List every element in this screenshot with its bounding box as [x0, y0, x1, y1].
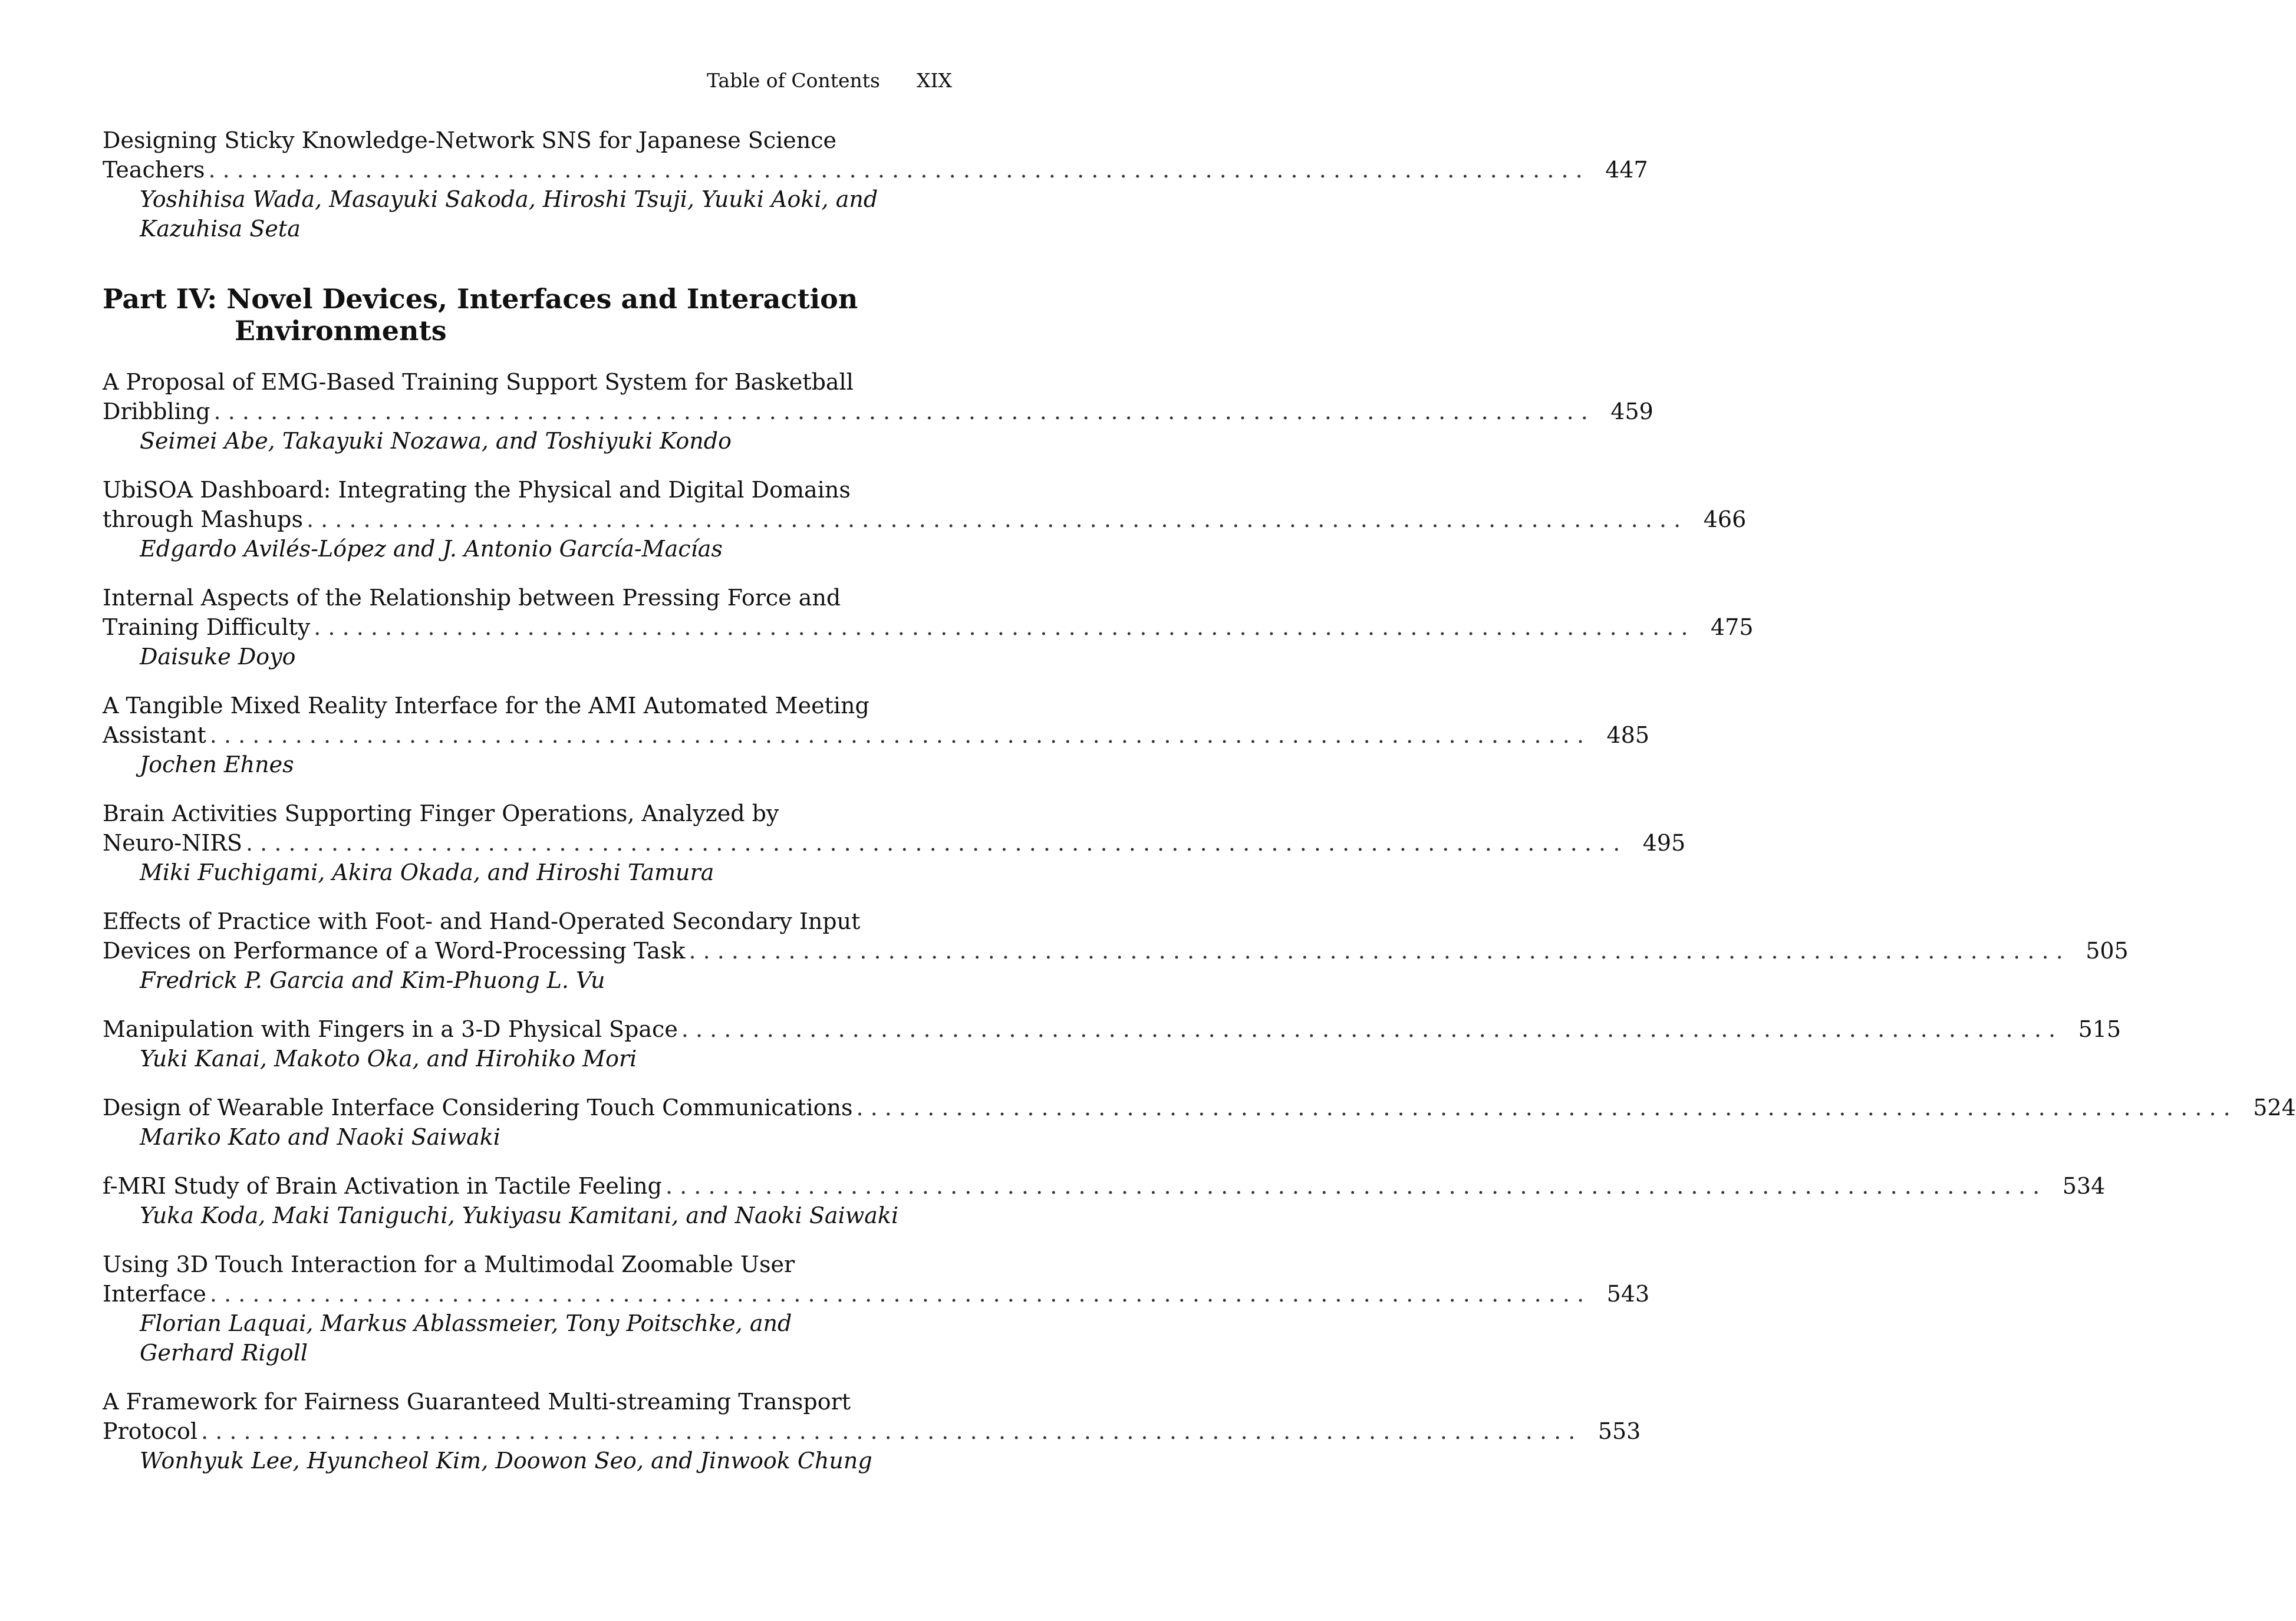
- toc-entry[interactable]: [103, 691, 1650, 779]
- entry-title-line: Effects of Practice with Foot- and Hand-Operated Secondary Input: [103, 908, 861, 934]
- entry-title-line: Interface: [103, 1281, 206, 1307]
- leader-dots: . . . . . . . . . . . . . . . . . . . . . . . . . . . . . . . . . . . . . . . . . . . . . . . . . . . . . . . . . . . . . . . . . . . . . . . . . . . . . . . . . . . . . . . . . . . . . . . . .: [209, 722, 1585, 748]
- entry-title-line: A Tangible Mixed Reality Interface for the AMI Automated Meeting: [103, 693, 869, 719]
- toc-entry[interactable]: [103, 907, 2129, 995]
- page-number: 515: [2078, 1016, 2122, 1042]
- entry-title-line: Assistant: [103, 722, 206, 748]
- toc-entry[interactable]: [103, 799, 1686, 887]
- toc-entry[interactable]: [103, 583, 1754, 671]
- toc-entry[interactable]: [103, 1093, 2296, 1152]
- entry-authors: Edgardo Avilés-López and J. Antonio García-Macías: [140, 536, 723, 562]
- entry-title-line: Training Difficulty: [103, 614, 311, 640]
- page-number: 447: [1605, 157, 1648, 183]
- entry-authors: Seimei Abe, Takayuki Nozawa, and Toshiyuki Kondo: [140, 428, 732, 454]
- leader-dots: . . . . . . . . . . . . . . . . . . . . . . . . . . . . . . . . . . . . . . . . . . . . . . . . . . . . . . . . . . . . . . . . . . . . . . . . . . . . . . . . . . . . . . . . . . . . . . . . .: [246, 830, 1620, 856]
- page-number: 505: [2086, 938, 2129, 964]
- entry-authors: Gerhard Rigoll: [140, 1340, 308, 1366]
- entry-authors: Yoshihisa Wada, Masayuki Sakoda, Hiroshi Tsuji, Yuuki Aoki, and: [140, 186, 878, 212]
- page-number: 553: [1597, 1418, 1641, 1444]
- entry-title-line: Design of Wearable Interface Considering Touch Communications: [103, 1095, 853, 1121]
- entry-title-line: Protocol: [103, 1418, 198, 1444]
- entry-authors: Kazuhisa Seta: [140, 216, 301, 242]
- leader-dots: . . . . . . . . . . . . . . . . . . . . . . . . . . . . . . . . . . . . . . . . . . . . . . . . . . . . . . . . . . . . . . . . . . . . . . . . . . . . . . . . . . . . . . . . . . . . . . . . .: [209, 1281, 1585, 1307]
- part-heading: [103, 283, 953, 347]
- page-number: 543: [1606, 1281, 1650, 1307]
- leader-dots: . . . . . . . . . . . . . . . . . . . . . . . . . . . . . . . . . . . . . . . . . . . . . . . . . . . . . . . . . . . . . . . . . . . . . . . . . . . . . . . . . . . . . . . . . . . . . . . . .: [681, 1016, 2056, 1042]
- entry-title-line: through Mashups: [103, 506, 303, 532]
- leader-dots: . . . . . . . . . . . . . . . . . . . . . . . . . . . . . . . . . . . . . . . . . . . . . . . . . . . . . . . . . . . . . . . . . . . . . . . . . . . . . . . . . . . . . . . . . . . . . . . . .: [213, 398, 1588, 424]
- entry-title-line: A Framework for Fairness Guaranteed Multi-streaming Transport: [103, 1389, 851, 1415]
- entry-title-line: A Proposal of EMG-Based Training Support System for Basketball: [103, 369, 854, 395]
- page-number: 534: [2062, 1173, 2106, 1199]
- entry-authors: Fredrick P. Garcia and Kim-Phuong L. Vu: [140, 967, 605, 993]
- entry-authors: Jochen Ehnes: [140, 752, 294, 777]
- leader-dots: . . . . . . . . . . . . . . . . . . . . . . . . . . . . . . . . . . . . . . . . . . . . . . . . . . . . . . . . . . . . . . . . . . . . . . . . . . . . . . . . . . . . . . . . . . . . . . . . .: [665, 1173, 2040, 1199]
- entry-title-line: Using 3D Touch Interaction for a Multimodal Zoomable User: [103, 1251, 795, 1277]
- entry-title-line: Neuro-NIRS: [103, 830, 242, 856]
- leader-dots: . . . . . . . . . . . . . . . . . . . . . . . . . . . . . . . . . . . . . . . . . . . . . . . . . . . . . . . . . . . . . . . . . . . . . . . . . . . . . . . . . . . . . . . . . . . . . . . . .: [306, 506, 1681, 532]
- leader-dots: . . . . . . . . . . . . . . . . . . . . . . . . . . . . . . . . . . . . . . . . . . . . . . . . . . . . . . . . . . . . . . . . . . . . . . . . . . . . . . . . . . . . . . . . . . . . . . . . .: [314, 614, 1688, 640]
- toc-entry[interactable]: [103, 126, 1648, 243]
- running-head-title: Table of Contents: [706, 69, 880, 92]
- page-number: 495: [1642, 830, 1686, 856]
- entry-title-line: UbiSOA Dashboard: Integrating the Physical and Digital Domains: [103, 477, 851, 503]
- entry-title-line: Dribbling: [103, 398, 210, 424]
- entry-title-line: Manipulation with Fingers in a 3-D Physical Space: [103, 1016, 678, 1042]
- toc-entry[interactable]: [103, 475, 1747, 564]
- entry-authors: Miki Fuchigami, Akira Okada, and Hiroshi Tamura: [140, 859, 714, 885]
- entry-title-line: Internal Aspects of the Relationship between Pressing Force and: [103, 585, 841, 611]
- entry-title-line: Teachers: [103, 157, 205, 183]
- page-number: 459: [1610, 398, 1653, 424]
- entry-title-line: Devices on Performance of a Word-Processing Task: [103, 938, 686, 964]
- page-number: 475: [1711, 614, 1754, 640]
- running-head: [589, 66, 952, 95]
- entry-authors: Wonhyuk Lee, Hyuncheol Kim, Doowon Seo, and Jinwook Chung: [140, 1448, 872, 1474]
- toc-entry[interactable]: [103, 1171, 2106, 1230]
- leader-dots: . . . . . . . . . . . . . . . . . . . . . . . . . . . . . . . . . . . . . . . . . . . . . . . . . . . . . . . . . . . . . . . . . . . . . . . . . . . . . . . . . . . . . . . . . . . . . . . . .: [856, 1095, 2231, 1121]
- part-heading-line: Part IV: Novel Devices, Interfaces and Interaction: [103, 283, 858, 315]
- leader-dots: . . . . . . . . . . . . . . . . . . . . . . . . . . . . . . . . . . . . . . . . . . . . . . . . . . . . . . . . . . . . . . . . . . . . . . . . . . . . . . . . . . . . . . . . . . . . . . . . .: [689, 938, 2063, 964]
- entry-title-line: Designing Sticky Knowledge-Network SNS for Japanese Science: [103, 127, 837, 153]
- entry-title-line: f-MRI Study of Brain Activation in Tactile Feeling: [103, 1173, 662, 1199]
- toc-entry[interactable]: [103, 1014, 2122, 1073]
- running-head-page: XIX: [916, 69, 952, 92]
- entry-authors: Florian Laquai, Markus Ablassmeier, Tony Poitschke, and: [140, 1310, 792, 1336]
- entry-authors: Mariko Kato and Naoki Saiwaki: [140, 1124, 500, 1150]
- leader-dots: . . . . . . . . . . . . . . . . . . . . . . . . . . . . . . . . . . . . . . . . . . . . . . . . . . . . . . . . . . . . . . . . . . . . . . . . . . . . . . . . . . . . . . . . . . . . . . . . .: [201, 1418, 1576, 1444]
- page-number: 524: [2253, 1095, 2296, 1121]
- entry-authors: Daisuke Doyo: [140, 644, 296, 670]
- toc-entry[interactable]: [103, 1250, 1650, 1368]
- toc-entry[interactable]: [103, 1387, 1641, 1475]
- entry-title-line: Brain Activities Supporting Finger Operations, Analyzed by: [103, 800, 779, 826]
- toc-entry[interactable]: [103, 367, 1653, 456]
- page-number: 466: [1703, 506, 1747, 532]
- part-heading-line: Environments: [235, 315, 447, 347]
- leader-dots: . . . . . . . . . . . . . . . . . . . . . . . . . . . . . . . . . . . . . . . . . . . . . . . . . . . . . . . . . . . . . . . . . . . . . . . . . . . . . . . . . . . . . . . . . . . . . . . . .: [208, 157, 1583, 183]
- page-number: 485: [1606, 722, 1650, 748]
- entry-authors: Yuki Kanai, Makoto Oka, and Hirohiko Mori: [140, 1046, 637, 1072]
- entry-authors: Yuka Koda, Maki Taniguchi, Yukiyasu Kamitani, and Naoki Saiwaki: [140, 1202, 899, 1228]
